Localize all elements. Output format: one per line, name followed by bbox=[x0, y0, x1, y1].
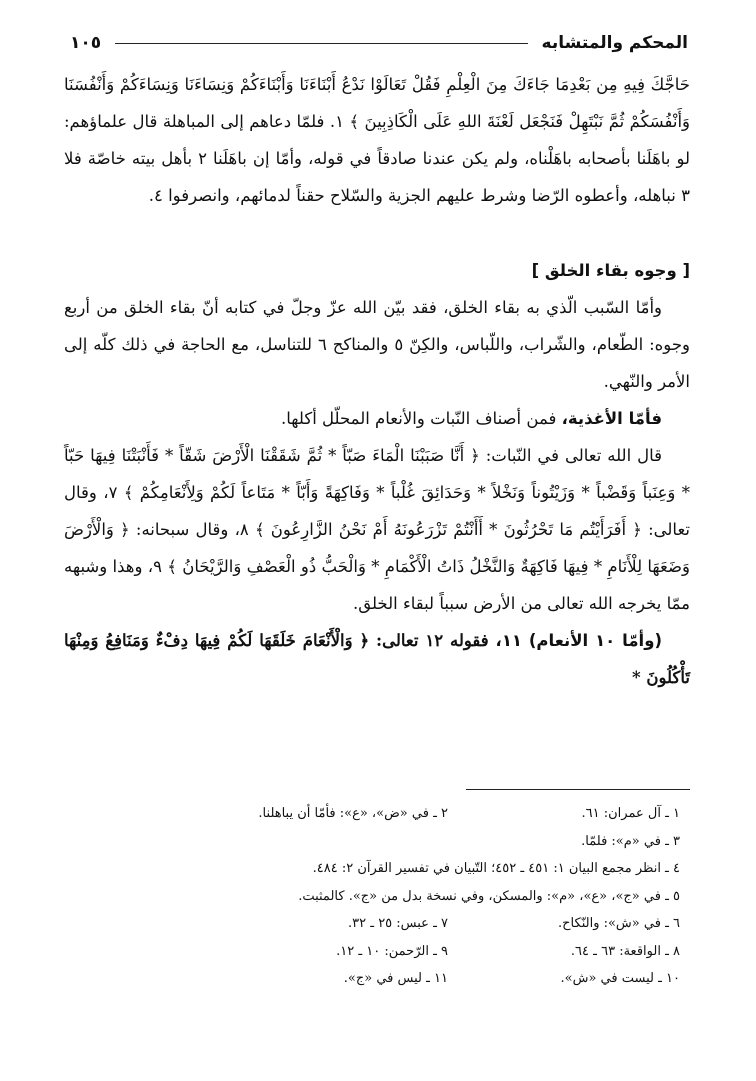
main-text bbox=[64, 66, 690, 696]
footnote-row bbox=[64, 800, 690, 828]
livestock-verse: فقوله ١٢ تعالى: ﴿ وَالْأَنْعَامَ خَلَقَهَا لَكُمْ فِيهَا دِفْءٌ وَمَنَافِعُ وَمِنْهَا تَأْكُلُونَ * bbox=[64, 631, 690, 687]
footnote-2: ٢ ـ في «ض»، «ع»: فأمّا أن يباهلنا. bbox=[258, 806, 448, 821]
paragraph-causes-of-survival: وأمّا السّبب الّذي به بقاء الخلق، فقد بيّن الله عزّ وجلّ في كتابه أنّ بقاء الخلق من أربع وجوه: الطّعام، والشّراب، واللّباس، والكِنّ ٥ والمناكح ٦ للتناسل، مع الحاجة في ذلك كلّه إلى الأمر والنّهي. bbox=[64, 298, 690, 391]
paragraph-foods bbox=[64, 400, 690, 437]
footnote-1: ١ ـ آل عمران: ٦١. bbox=[581, 806, 680, 821]
footnote-6: ٦ ـ في «ش»: والنّكاح. bbox=[558, 916, 680, 931]
footnote-row bbox=[64, 855, 690, 883]
footnote-8: ٨ ـ الواقعة: ٦٣ ـ ٦٤. bbox=[570, 943, 680, 959]
footnote-row bbox=[64, 965, 690, 993]
section-gap bbox=[64, 214, 690, 252]
footnote-3: ٣ ـ في «م»: فلمّا. bbox=[581, 833, 680, 849]
footnote-5: ٥ ـ في «ج»، «ع»، «م»: والمسكن، وفي نسخة بدل من «ج». كالمثبت. bbox=[298, 888, 680, 904]
foods-lead: فأمّا الأغذية، bbox=[561, 409, 662, 428]
foods-text: فمن أصناف النّبات والأنعام المحلّل أكلها. bbox=[281, 409, 562, 428]
footnote-7: ٧ ـ عبس: ٢٥ ـ ٣٢. bbox=[348, 916, 448, 931]
running-header bbox=[70, 30, 688, 56]
running-title: المحكم والمتشابه bbox=[541, 33, 688, 53]
footnote-row bbox=[64, 883, 690, 911]
footnote-10: ١٠ ـ ليست في «ش». bbox=[560, 971, 680, 986]
livestock-lead: (وأمّا ١٠ الأنعام) ١١، bbox=[495, 631, 663, 650]
header-rule bbox=[115, 43, 527, 44]
paragraph-livestock bbox=[64, 622, 690, 696]
footnote-row bbox=[64, 828, 690, 856]
footnotes bbox=[64, 800, 690, 993]
footnote-row bbox=[64, 938, 690, 966]
footnote-4: ٤ ـ انظر مجمع البيان ١: ٤٥١ ـ ٤٥٢؛ التّبيان في تفسير القرآن ٢: ٤٨٤. bbox=[312, 861, 680, 876]
page-number: ١٠٥ bbox=[70, 33, 102, 53]
section-heading: [ وجوه بقاء الخلق ] bbox=[531, 261, 690, 280]
footnote-separator bbox=[466, 789, 690, 790]
paragraph-plants-verses: قال الله تعالى في النّبات: ﴿ أَنَّا صَبَبْنَا الْمَاءَ صَبّاً * ثُمَّ شَقَقْنَا الْأَرْضَ شَقّاً * فَأَنْبَتْنَا فِيهَا حَبّاً * وَعِنَباً وَقَضْباً * وَزَيْتُوناً وَنَخْلاً * وَحَدَائِقَ غُلْباً * وَفَاكِهَةً وَأَبّاً * مَتَاعاً لَكُمْ وَلِأَنْعَامِكُمْ ﴾ ٧، وقال تعالى: ﴿ أَفَرَأَيْتُم مَا تَحْرُثُونَ * أَأَنْتُمْ تَزْرَعُونَهُ أَمْ نَحْنُ الزَّارِعُونَ ﴾ ٨، وقال سبحانه: ﴿ وَالْأَرْضَ وَضَعَهَا لِلْأَنَامِ * فِيهَا فَاكِهَةٌ وَالنَّخْلُ ذَاتُ الْأَكْمَامِ * وَالْحَبُّ ذُو الْعَصْفِ وَالرَّيْحَانُ ﴾ ٩، وهذا وشبهه ممّا يخرجه الله تعالى من الأرض سبباً لبقاء الخلق. bbox=[64, 446, 691, 613]
footnote-9: ٩ ـ الرّحمن: ١٠ ـ ١٢. bbox=[336, 943, 448, 959]
footnote-11: ١١ ـ ليس في «ج». bbox=[343, 971, 448, 986]
footnote-row bbox=[64, 910, 690, 938]
paragraph-mubahala: حَاجَّكَ فِيهِ مِن بَعْدِمَا جَاءَكَ مِنَ الْعِلْمِ فَقُلْ تَعَالَوْا نَدْعُ أَبْنَاءَنَا وَأَبْنَاءَكُمْ وَنِسَاءَنَا وَنِسَاءَكُمْ وَأَنْفُسَنَا وَأَنْفُسَكُمْ ثُمَّ نَبْتَهِلْ فَنَجْعَل لَعْنَةَ اللهِ عَلَى الْكَاذِبِينَ ﴾ ١. فلمّا دعاهم إلى المباهلة قال علماؤهم: لو باهَلَنا بأصحابه باهَلْناه، ولم يكن عندنا صادقاً في قوله، وأمّا إن باهَلَنا ٢ بأهل بيته خاصّة فلا ٣ نباهله، وأعطوه الرّضا وشرط عليهم الجزية والسّلاح حقناً لدمائهم، وانصرفوا ٤. bbox=[64, 75, 690, 205]
